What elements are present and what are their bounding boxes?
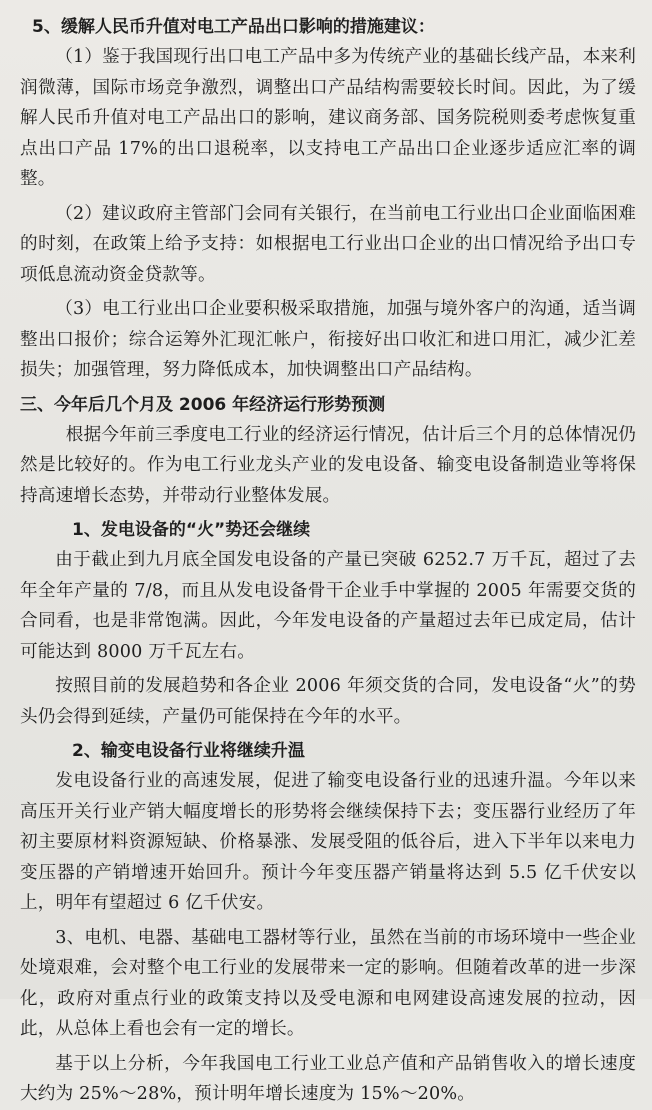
subsection-3-paragraph: 3、电机、电器、基础电工器材等行业，虽然在当前的市场环境中一些企业处境艰难，会对整个电工行业的发展带来一定的影响。但随着改革的进一步深化，政府对重点行业的政策支持以及受电源和电网建设高速发展的拉动，因此，从总体上看也会有一定的增长。 [20, 927, 636, 1039]
part-3-intro: 根据今年前三季度电工行业的经济运行情况，估计后三个月的总体情况仍然是比较好的。作为电工行业龙头产业的发电设备、输变电设备制造业等将保持高速增长态势，并带动行业整体发展。 [20, 424, 636, 506]
section-5-paragraph-3: （3）电工行业出口企业要积极采取措施，加强与境外客户的沟通，适当调整出口报价；综合运筹外汇现汇帐户，衔接好出口收汇和进口用汇，减少汇差损失；加强管理，努力降低成本，加快调整出口产品结构。 [20, 299, 636, 380]
subsection-1-paragraph-1: 由于截止到九月底全国发电设备的产量已突破 6252.7 万千瓦，超过了去年全年产量的 7/8，而且从发电设备骨干企业手中掌握的 2005 年需要交货的合同看，也是非常饱满。因此，今年发电设备的产量超过去年已成定局，估计可能达到 8000 万千瓦左右。 [20, 550, 636, 662]
subsection-2-heading: 2、输变电设备行业将继续升温 [72, 741, 305, 761]
section-5-paragraph-1: （1）鉴于我国现行出口电工产品中多为传统产业的基础长线产品，本来利润微薄，国际市场竞争激烈，调整出口产品结构需要较长时间。因此，为了缓解人民币升值对电工产品出口的影响，建议商务部、国务院税则委考虑恢复重点出口产品 17%的出口退税率，以支持电工产品出口企业逐步适应汇率的调整。 [20, 47, 636, 189]
conclusion-paragraph: 基于以上分析，今年我国电工行业工业总产值和产品销售收入的增长速度大约为 25%～28%，预计明年增长速度为 15%～20%。 [20, 1053, 636, 1104]
section-5-heading: 5、缓解人民币升值对电工产品出口影响的措施建议： [32, 17, 435, 37]
subsection-2-paragraph-1: 发电设备行业的高速发展，促进了输变电设备行业的迅速升温。今年以来高压开关行业产销大幅度增长的形势将会继续保持下去；变压器行业经历了年初主要原材料资源短缺、价格暴涨、发展受阻的低谷后，进入下半年以来电力变压器的产销增速开始回升。预计今年变压器产销量将达到 5.5 亿千伏安以上，明年有望超过 6 亿千伏安。 [20, 771, 636, 913]
section-5-paragraph-2: （2）建议政府主管部门会同有关银行，在当前电工行业出口企业面临困难的时刻，在政策上给予支持：如根据电工行业出口企业的出口情况给予出口专项低息流动资金贷款等。 [20, 203, 636, 285]
subsection-1-heading: 1、发电设备的“火”势还会继续 [72, 520, 311, 540]
subsection-1-paragraph-2: 按照目前的发展趋势和各企业 2006 年须交货的合同，发电设备“火”的势头仍会得到延续，产量仍可能保持在今年的水平。 [20, 676, 636, 727]
part-3-heading: 三、今年后几个月及 2006 年经济运行形势预测 [20, 394, 386, 415]
